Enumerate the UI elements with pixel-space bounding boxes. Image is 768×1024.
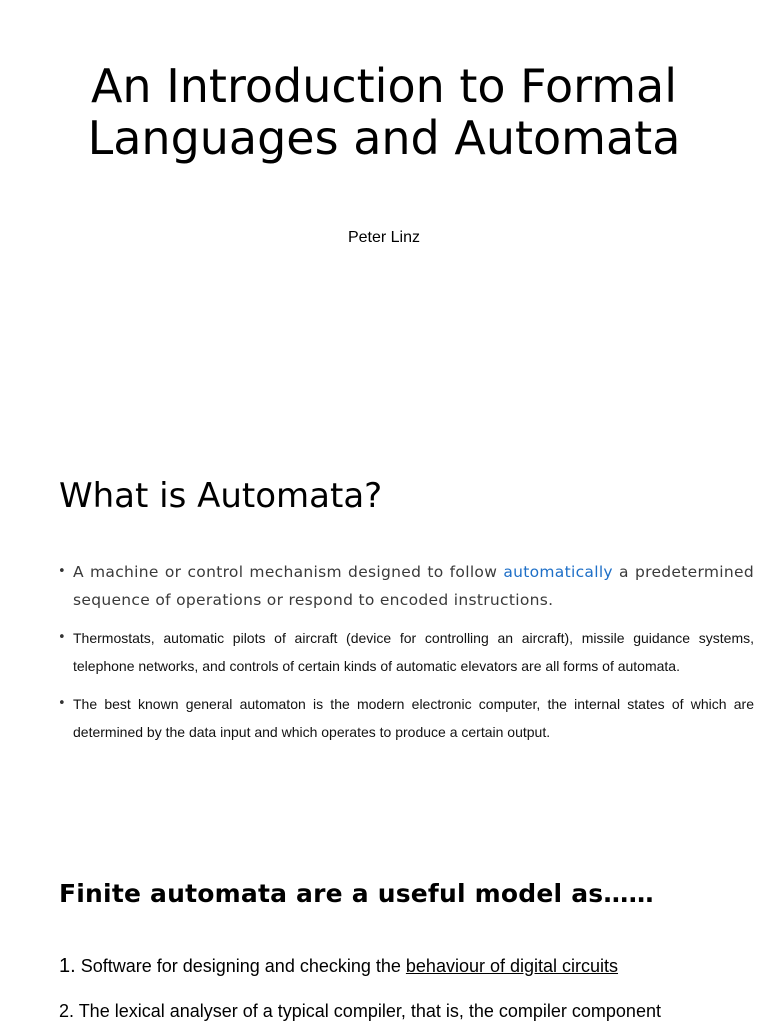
author-name: Peter Linz [347, 229, 421, 246]
item-number: 1. [59, 955, 76, 977]
bullet-list [58, 558, 754, 746]
title-slide [0, 0, 768, 300]
bullet-item-computer: • The best known general automaton is the modern electronic computer, the internal states of which are determined by the data input and which operates to produce a certain output. [58, 690, 754, 746]
numbered-item-1 [59, 953, 759, 979]
slide-heading: Finite automata are a useful model as…… [59, 879, 654, 908]
automatically-link[interactable]: automatically [503, 563, 613, 581]
item-text: The lexical analyser of a typical compiler, that is, the compiler component [74, 1001, 661, 1021]
numbered-item-2 [59, 998, 759, 1024]
slide-heading: What is Automata? [59, 476, 383, 516]
item-number: 2. [59, 1001, 75, 1021]
bullet-text-before: A machine or control mechanism designed to follow [73, 563, 504, 581]
item-text: Software for designing and checking the [75, 956, 406, 976]
presentation-title: An Introduction to Formal Languages and Automata [87, 59, 681, 165]
bullet-text-after: a predetermined sequence of operations or respond to encoded instructions. [73, 563, 754, 609]
bullet-item-examples: • Thermostats, automatic pilots of aircraft (device for controlling an aircraft), missile guidance systems, telephone networks, and controls of certain kinds of automatic elevators are all forms of automata. [58, 624, 754, 680]
bullet-item-definition [58, 558, 754, 614]
finite-automata-slide [0, 870, 768, 1024]
underlined-text: behaviour of digital circuits [405, 956, 619, 976]
what-is-automata-slide [0, 470, 768, 770]
